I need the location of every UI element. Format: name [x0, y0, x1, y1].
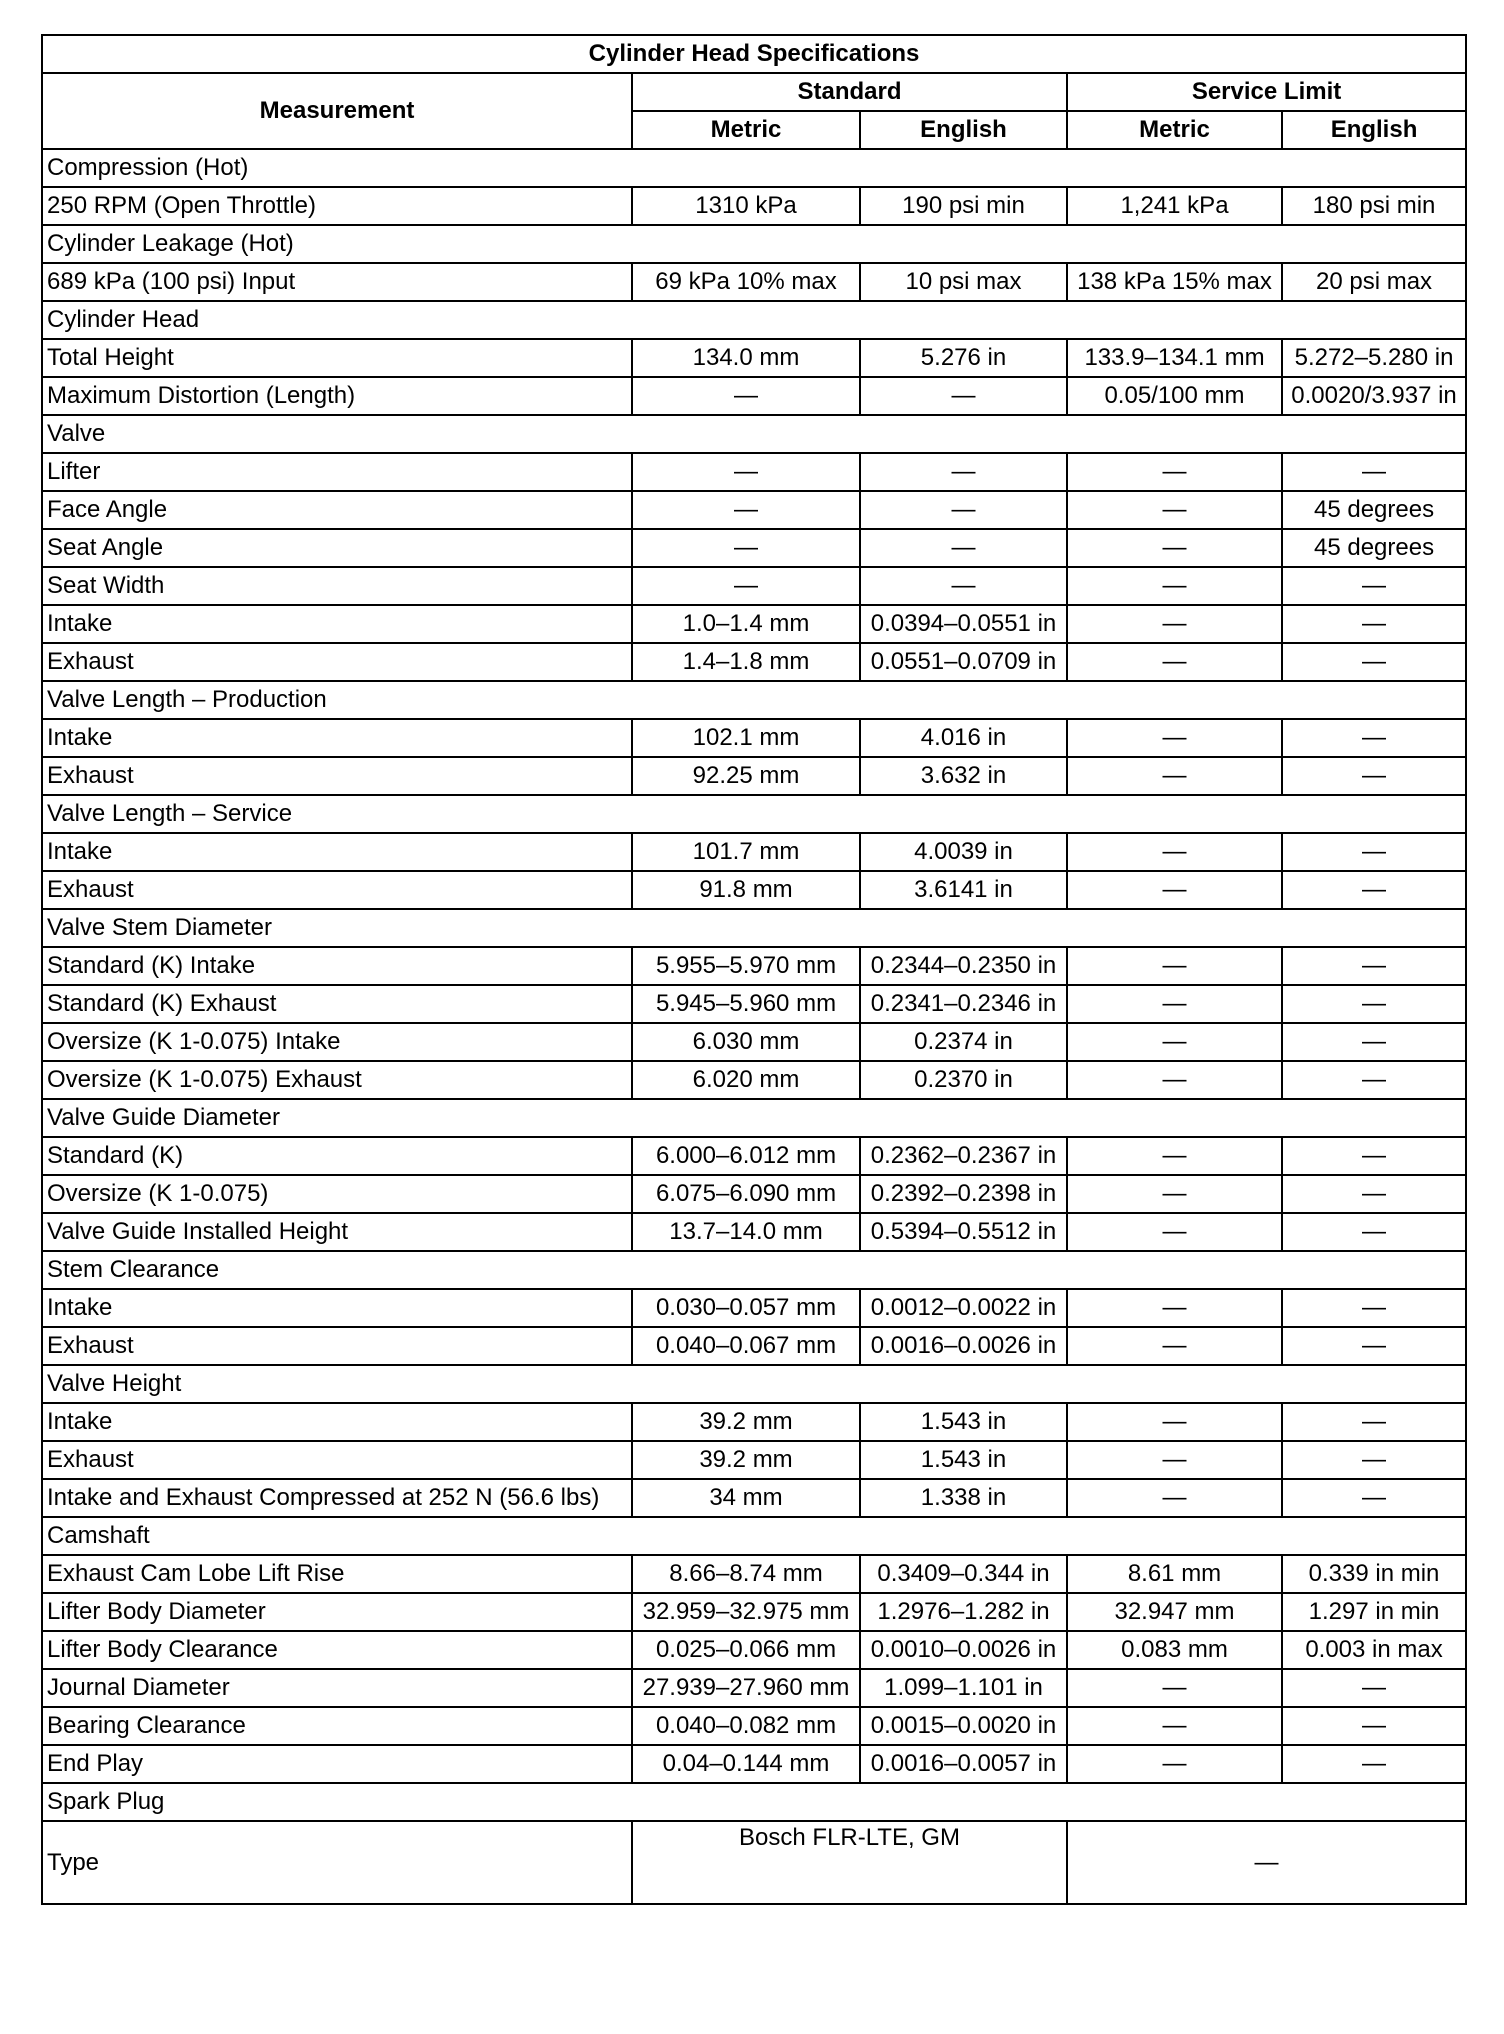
service-metric-header: Metric: [1067, 111, 1282, 149]
section-row: [42, 149, 1466, 187]
table-row: [42, 985, 1466, 1023]
section-heading: Stem Clearance: [42, 1251, 1466, 1289]
standard-english-value: 0.0010–0.0026 in: [860, 1631, 1067, 1669]
table-row: [42, 187, 1466, 225]
service-metric-value: 32.947 mm: [1067, 1593, 1282, 1631]
row-label: Intake: [42, 1289, 632, 1327]
standard-metric-value: 1.4–1.8 mm: [632, 643, 860, 681]
table-row: [42, 1441, 1466, 1479]
section-heading: Cylinder Leakage (Hot): [42, 225, 1466, 263]
service-english-value: —: [1282, 605, 1466, 643]
row-label: Journal Diameter: [42, 1669, 632, 1707]
section-row: [42, 225, 1466, 263]
spark-plug-standard-value: Bosch FLR-LTE, GM: [632, 1821, 1067, 1904]
service-metric-value: —: [1067, 1479, 1282, 1517]
service-english-value: 180 psi min: [1282, 187, 1466, 225]
section-heading: Valve Length – Service: [42, 795, 1466, 833]
section-heading: Valve: [42, 415, 1466, 453]
service-metric-value: —: [1067, 833, 1282, 871]
service-english-value: —: [1282, 1175, 1466, 1213]
standard-english-header: English: [860, 111, 1067, 149]
table-row: [42, 1023, 1466, 1061]
row-label: Type: [42, 1821, 632, 1904]
row-label: Oversize (K 1-0.075) Exhaust: [42, 1061, 632, 1099]
service-english-value: —: [1282, 1137, 1466, 1175]
service-english-value: 0.339 in min: [1282, 1555, 1466, 1593]
section-row: [42, 795, 1466, 833]
service-metric-value: —: [1067, 643, 1282, 681]
table-row: [42, 1137, 1466, 1175]
service-english-value: —: [1282, 1707, 1466, 1745]
standard-english-value: 0.2392–0.2398 in: [860, 1175, 1067, 1213]
standard-english-value: —: [860, 567, 1067, 605]
table-row: [42, 1289, 1466, 1327]
standard-english-value: 0.3409–0.344 in: [860, 1555, 1067, 1593]
section-row: [42, 1099, 1466, 1137]
row-label: Exhaust Cam Lobe Lift Rise: [42, 1555, 632, 1593]
table-row: [42, 1745, 1466, 1783]
row-label: Oversize (K 1-0.075) Intake: [42, 1023, 632, 1061]
standard-metric-value: 39.2 mm: [632, 1441, 860, 1479]
table-row: [42, 1669, 1466, 1707]
table-row: [42, 529, 1466, 567]
standard-metric-value: 0.040–0.067 mm: [632, 1327, 860, 1365]
standard-metric-value: 6.000–6.012 mm: [632, 1137, 860, 1175]
spec-table-body: [42, 149, 1466, 1821]
service-metric-value: —: [1067, 491, 1282, 529]
row-label: Lifter: [42, 453, 632, 491]
standard-metric-value: 0.040–0.082 mm: [632, 1707, 860, 1745]
standard-english-value: 0.0016–0.0057 in: [860, 1745, 1067, 1783]
service-english-value: 45 degrees: [1282, 491, 1466, 529]
standard-metric-value: 6.020 mm: [632, 1061, 860, 1099]
standard-english-value: 0.0012–0.0022 in: [860, 1289, 1067, 1327]
row-label: Exhaust: [42, 1441, 632, 1479]
row-label: Standard (K): [42, 1137, 632, 1175]
standard-metric-value: 1.0–1.4 mm: [632, 605, 860, 643]
row-label: Exhaust: [42, 871, 632, 909]
service-english-value: —: [1282, 1403, 1466, 1441]
section-row: [42, 415, 1466, 453]
table-row: [42, 871, 1466, 909]
table-title: Cylinder Head Specifications: [42, 35, 1466, 73]
service-english-value: —: [1282, 757, 1466, 795]
standard-english-value: 4.0039 in: [860, 833, 1067, 871]
table-row: [42, 377, 1466, 415]
service-metric-value: —: [1067, 1403, 1282, 1441]
service-metric-value: —: [1067, 1707, 1282, 1745]
row-label: 250 RPM (Open Throttle): [42, 187, 632, 225]
standard-metric-value: 92.25 mm: [632, 757, 860, 795]
row-label: Intake: [42, 833, 632, 871]
service-metric-value: —: [1067, 1061, 1282, 1099]
section-heading: Valve Guide Diameter: [42, 1099, 1466, 1137]
standard-metric-value: —: [632, 529, 860, 567]
table-row: [42, 1175, 1466, 1213]
table-row: [42, 1593, 1466, 1631]
standard-metric-value: 69 kPa 10% max: [632, 263, 860, 301]
section-row: [42, 1783, 1466, 1821]
row-label: Intake: [42, 605, 632, 643]
row-label: Seat Angle: [42, 529, 632, 567]
row-label: Face Angle: [42, 491, 632, 529]
section-heading: Valve Length – Production: [42, 681, 1466, 719]
standard-metric-value: 32.959–32.975 mm: [632, 1593, 860, 1631]
service-metric-value: —: [1067, 1213, 1282, 1251]
standard-english-value: —: [860, 453, 1067, 491]
service-english-value: —: [1282, 1669, 1466, 1707]
service-english-value: —: [1282, 1289, 1466, 1327]
section-row: [42, 1365, 1466, 1403]
service-english-value: —: [1282, 1479, 1466, 1517]
table-row: [42, 947, 1466, 985]
standard-english-value: 0.0551–0.0709 in: [860, 643, 1067, 681]
service-english-value: —: [1282, 453, 1466, 491]
row-label: Maximum Distortion (Length): [42, 377, 632, 415]
section-heading: Camshaft: [42, 1517, 1466, 1555]
section-heading: Valve Height: [42, 1365, 1466, 1403]
service-english-value: —: [1282, 643, 1466, 681]
table-row: [42, 453, 1466, 491]
service-metric-value: —: [1067, 719, 1282, 757]
row-label: Intake: [42, 719, 632, 757]
section-row: [42, 301, 1466, 339]
service-english-value: —: [1282, 1327, 1466, 1365]
service-english-value: —: [1282, 567, 1466, 605]
spark-plug-type-row: [42, 1821, 1466, 1904]
service-metric-value: 133.9–134.1 mm: [1067, 339, 1282, 377]
row-label: Standard (K) Exhaust: [42, 985, 632, 1023]
standard-english-value: 0.2344–0.2350 in: [860, 947, 1067, 985]
row-label: Lifter Body Clearance: [42, 1631, 632, 1669]
standard-english-value: —: [860, 529, 1067, 567]
standard-metric-value: —: [632, 377, 860, 415]
cylinder-head-spec-table: [41, 34, 1467, 1905]
service-metric-value: 1,241 kPa: [1067, 187, 1282, 225]
service-english-value: —: [1282, 833, 1466, 871]
service-metric-value: —: [1067, 1669, 1282, 1707]
service-metric-value: —: [1067, 453, 1282, 491]
service-metric-value: —: [1067, 1175, 1282, 1213]
standard-metric-value: 91.8 mm: [632, 871, 860, 909]
table-row: [42, 567, 1466, 605]
service-english-header: English: [1282, 111, 1466, 149]
section-heading: Cylinder Head: [42, 301, 1466, 339]
service-metric-value: —: [1067, 605, 1282, 643]
standard-english-value: 1.099–1.101 in: [860, 1669, 1067, 1707]
table-row: [42, 719, 1466, 757]
standard-english-value: 1.338 in: [860, 1479, 1067, 1517]
standard-english-value: 0.5394–0.5512 in: [860, 1213, 1067, 1251]
standard-metric-value: 134.0 mm: [632, 339, 860, 377]
service-english-value: 5.272–5.280 in: [1282, 339, 1466, 377]
service-metric-value: 8.61 mm: [1067, 1555, 1282, 1593]
section-heading: Spark Plug: [42, 1783, 1466, 1821]
standard-metric-value: 1310 kPa: [632, 187, 860, 225]
standard-english-value: 0.0016–0.0026 in: [860, 1327, 1067, 1365]
spark-plug-service-limit-value: —: [1067, 1821, 1466, 1904]
table-row: [42, 757, 1466, 795]
standard-metric-value: 27.939–27.960 mm: [632, 1669, 860, 1707]
table-row: [42, 643, 1466, 681]
standard-english-value: 1.2976–1.282 in: [860, 1593, 1067, 1631]
service-metric-value: —: [1067, 1137, 1282, 1175]
standard-english-value: 3.6141 in: [860, 871, 1067, 909]
table-row: [42, 833, 1466, 871]
row-label: Valve Guide Installed Height: [42, 1213, 632, 1251]
row-label: End Play: [42, 1745, 632, 1783]
section-heading: Compression (Hot): [42, 149, 1466, 187]
standard-metric-value: 39.2 mm: [632, 1403, 860, 1441]
standard-english-value: 5.276 in: [860, 339, 1067, 377]
standard-english-value: 4.016 in: [860, 719, 1067, 757]
standard-english-value: —: [860, 491, 1067, 529]
row-label: Exhaust: [42, 757, 632, 795]
service-english-value: 0.0020/3.937 in: [1282, 377, 1466, 415]
table-row: [42, 1327, 1466, 1365]
standard-english-value: 0.2370 in: [860, 1061, 1067, 1099]
service-metric-value: 138 kPa 15% max: [1067, 263, 1282, 301]
service-metric-value: —: [1067, 947, 1282, 985]
standard-english-value: 0.0394–0.0551 in: [860, 605, 1067, 643]
section-row: [42, 1517, 1466, 1555]
standard-english-value: —: [860, 377, 1067, 415]
table-row: [42, 1707, 1466, 1745]
service-metric-value: —: [1067, 1441, 1282, 1479]
service-metric-value: —: [1067, 985, 1282, 1023]
table-row: [42, 1631, 1466, 1669]
row-label: Total Height: [42, 339, 632, 377]
row-label: Exhaust: [42, 1327, 632, 1365]
standard-metric-value: 8.66–8.74 mm: [632, 1555, 860, 1593]
table-row: [42, 1061, 1466, 1099]
standard-english-value: 0.0015–0.0020 in: [860, 1707, 1067, 1745]
standard-metric-value: 0.025–0.066 mm: [632, 1631, 860, 1669]
section-row: [42, 909, 1466, 947]
row-label: Exhaust: [42, 643, 632, 681]
standard-metric-value: —: [632, 453, 860, 491]
row-label: Lifter Body Diameter: [42, 1593, 632, 1631]
service-english-value: —: [1282, 985, 1466, 1023]
standard-english-value: 0.2341–0.2346 in: [860, 985, 1067, 1023]
standard-metric-value: 34 mm: [632, 1479, 860, 1517]
table-row: [42, 1403, 1466, 1441]
section-row: [42, 1251, 1466, 1289]
service-english-value: 0.003 in max: [1282, 1631, 1466, 1669]
service-english-value: —: [1282, 1441, 1466, 1479]
standard-metric-value: 5.945–5.960 mm: [632, 985, 860, 1023]
service-english-value: —: [1282, 1745, 1466, 1783]
row-label: Bearing Clearance: [42, 1707, 632, 1745]
service-english-value: 45 degrees: [1282, 529, 1466, 567]
service-english-value: —: [1282, 947, 1466, 985]
row-label: Oversize (K 1-0.075): [42, 1175, 632, 1213]
table-row: [42, 1213, 1466, 1251]
service-english-value: 1.297 in min: [1282, 1593, 1466, 1631]
row-label: Intake and Exhaust Compressed at 252 N (56.6 lbs): [42, 1479, 632, 1517]
service-metric-value: —: [1067, 529, 1282, 567]
service-english-value: —: [1282, 1023, 1466, 1061]
service-english-value: —: [1282, 719, 1466, 757]
row-label: Seat Width: [42, 567, 632, 605]
section-row: [42, 681, 1466, 719]
service-metric-value: —: [1067, 871, 1282, 909]
spark-plug-type-group: [42, 1821, 1466, 1904]
standard-english-value: 1.543 in: [860, 1441, 1067, 1479]
section-heading: Valve Stem Diameter: [42, 909, 1466, 947]
service-metric-value: —: [1067, 1327, 1282, 1365]
table-row: [42, 1555, 1466, 1593]
standard-english-value: 10 psi max: [860, 263, 1067, 301]
service-english-value: —: [1282, 1213, 1466, 1251]
service-english-value: —: [1282, 871, 1466, 909]
standard-metric-value: 0.030–0.057 mm: [632, 1289, 860, 1327]
standard-metric-value: 5.955–5.970 mm: [632, 947, 860, 985]
standard-english-value: 1.543 in: [860, 1403, 1067, 1441]
table-row: [42, 605, 1466, 643]
standard-metric-value: 6.075–6.090 mm: [632, 1175, 860, 1213]
standard-english-value: 3.632 in: [860, 757, 1067, 795]
row-label: 689 kPa (100 psi) Input: [42, 263, 632, 301]
standard-metric-value: 13.7–14.0 mm: [632, 1213, 860, 1251]
standard-metric-value: —: [632, 567, 860, 605]
service-english-value: 20 psi max: [1282, 263, 1466, 301]
table-row: [42, 1479, 1466, 1517]
standard-metric-value: 0.04–0.144 mm: [632, 1745, 860, 1783]
standard-english-value: 0.2362–0.2367 in: [860, 1137, 1067, 1175]
service-metric-value: —: [1067, 1289, 1282, 1327]
standard-english-value: 0.2374 in: [860, 1023, 1067, 1061]
table-row: [42, 491, 1466, 529]
service-metric-value: —: [1067, 1745, 1282, 1783]
service-metric-value: —: [1067, 1023, 1282, 1061]
service-metric-value: 0.083 mm: [1067, 1631, 1282, 1669]
standard-metric-value: 102.1 mm: [632, 719, 860, 757]
service-metric-value: —: [1067, 567, 1282, 605]
standard-metric-value: 101.7 mm: [632, 833, 860, 871]
service-limit-header: Service Limit: [1067, 73, 1466, 111]
service-english-value: —: [1282, 1061, 1466, 1099]
row-label: Standard (K) Intake: [42, 947, 632, 985]
service-metric-value: —: [1067, 757, 1282, 795]
standard-metric-value: —: [632, 491, 860, 529]
row-label: Intake: [42, 1403, 632, 1441]
measurement-header: Measurement: [42, 73, 632, 149]
table-row: [42, 263, 1466, 301]
table-row: [42, 339, 1466, 377]
service-metric-value: 0.05/100 mm: [1067, 377, 1282, 415]
standard-header: Standard: [632, 73, 1067, 111]
standard-metric-header: Metric: [632, 111, 860, 149]
standard-metric-value: 6.030 mm: [632, 1023, 860, 1061]
standard-english-value: 190 psi min: [860, 187, 1067, 225]
